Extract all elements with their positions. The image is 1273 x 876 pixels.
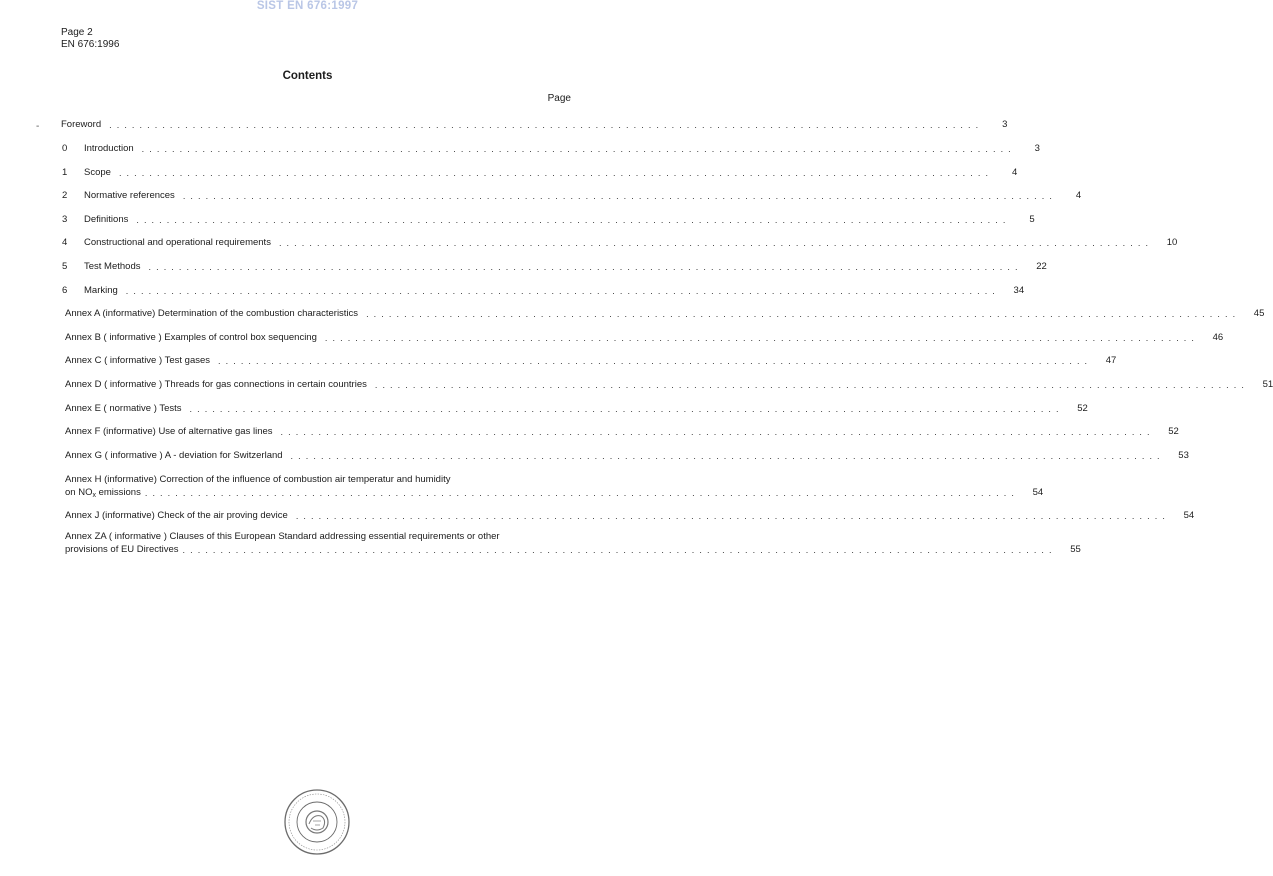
- toc-entry-page: 53: [1178, 450, 1189, 461]
- toc-entry-label-line2: [65, 486, 1044, 499]
- toc-entry-label: Annex F (informative) Use of alternative gas lines: [65, 426, 273, 437]
- subscript: x: [92, 492, 96, 499]
- toc-entry-annex-h: [65, 473, 1044, 499]
- toc-entry-title: Definitions: [84, 214, 129, 225]
- toc-entry-page: 54: [1032, 487, 1044, 498]
- toc-leader: . . . . . . . . . . . . . . . . . . . . . . . . . . . . . . . . . . . . . . . . . . . . . . . . . . . . . . . . . . . . . . . . . . . . . . . . . . . . . . . . . . . . . . . . . . . . . . . . . . . . . . . . . . . . . . . . . . .: [374, 380, 1246, 390]
- toc-entry-page: 3: [1002, 119, 1008, 130]
- toc-entry-label: [62, 285, 118, 297]
- toc-entry-number: 5: [62, 261, 68, 272]
- toc-entry-page: 4: [1011, 167, 1018, 178]
- toc-entry-label: [62, 167, 111, 179]
- toc-entry-label-continued: [65, 486, 141, 499]
- toc-entry-foreword: [61, 117, 1008, 131]
- toc-entry-page: 46: [1212, 332, 1224, 343]
- toc-leader: . . . . . . . . . . . . . . . . . . . . . . . . . . . . . . . . . . . . . . . . . . . . . . . . . . . . . . . . . . . . . . . . . . . . . . . . . . . . . . . . . . . . . . . . . . . . . . . . . . . . . . . . . . . . . . . . . . .: [218, 356, 1089, 366]
- toc-entry-label: Annex C ( informative ) Test gases: [65, 355, 211, 366]
- toc-entry-label: Annex D ( informative ) Threads for gas connections in certain countries: [65, 379, 367, 390]
- toc-entry-page: 47: [1105, 355, 1117, 366]
- toc-entry-label: [62, 214, 128, 226]
- toc-entry-page: 5: [1029, 214, 1035, 225]
- header-page-number: Page 2: [61, 27, 93, 38]
- toc-entry-number: 0: [62, 143, 68, 154]
- toc-entry-number: 6: [62, 285, 68, 296]
- toc-entry-number: 2: [62, 190, 68, 201]
- page-title: Contents: [282, 70, 333, 82]
- toc-entry-annex-f: [65, 424, 1179, 438]
- toc-entry-page: 54: [1183, 510, 1195, 521]
- toc-entry-annex-c: [65, 353, 1117, 367]
- toc-entry-label: [62, 261, 141, 273]
- toc-entry-annex-j: [65, 508, 1195, 522]
- toc-leader: . . . . . . . . . . . . . . . . . . . . . . . . . . . . . . . . . . . . . . . . . . . . . . . . . . . . . . . . . . . . . . . . . . . . . . . . . . . . . . . . . . . . . . . . . . . . . . . . . . . . . . . . . . . . . . . . . . .: [109, 120, 980, 130]
- toc-entry-scope: [62, 165, 1018, 179]
- toc-entry-page: 4: [1075, 190, 1082, 201]
- toc-leader: . . . . . . . . . . . . . . . . . . . . . . . . . . . . . . . . . . . . . . . . . . . . . . . . . . . . . . . . . . . . . . . . . . . . . . . . . . . . . . . . . . . . . . . . . . . . . . . . . . . . . . . . . . . . . . . . . . .: [366, 309, 1237, 319]
- toc-entry-page: 3: [1034, 143, 1040, 154]
- toc-entry-page: 45: [1253, 308, 1265, 319]
- toc-entry-annex-g: [65, 448, 1189, 462]
- toc-entry-text-post: emissions: [95, 487, 141, 498]
- toc-entry-label: Annex J (informative) Check of the air proving device: [65, 510, 288, 521]
- toc-leader: . . . . . . . . . . . . . . . . . . . . . . . . . . . . . . . . . . . . . . . . . . . . . . . . . . . . . . . . . . . . . . . . . . . . . . . . . . . . . . . . . . . . . . . . . . . . . . . . . . . . . . . . . . . . . . . . . . .: [136, 215, 1007, 225]
- toc-leader: . . . . . . . . . . . . . . . . . . . . . . . . . . . . . . . . . . . . . . . . . . . . . . . . . . . . . . . . . . . . . . . . . . . . . . . . . . . . . . . . . . . . . . . . . . . . . . . . . . . . . . . . . . . . . . . . . . .: [118, 168, 990, 178]
- toc-entry-label: [62, 190, 175, 202]
- toc-entry-title: Scope: [84, 167, 111, 178]
- toc-entry-annex-e: [65, 401, 1088, 415]
- toc-entry-title: Constructional and operational requirements: [84, 237, 271, 248]
- official-seal-icon: [283, 788, 351, 856]
- toc-entry-text-pre: on NO: [65, 487, 93, 498]
- toc-entry-label: Annex A (informative) Determination of the combustion characteristics: [65, 308, 359, 319]
- toc-leader: . . . . . . . . . . . . . . . . . . . . . . . . . . . . . . . . . . . . . . . . . . . . . . . . . . . . . . . . . . . . . . . . . . . . . . . . . . . . . . . . . . . . . . . . . . . . . . . . . . . . . . . . . . . . . . . . . . .: [125, 286, 997, 296]
- toc-leader: . . . . . . . . . . . . . . . . . . . . . . . . . . . . . . . . . . . . . . . . . . . . . . . . . . . . . . . . . . . . . . . . . . . . . . . . . . . . . . . . . . . . . . . . . . . . . . . . . . . . . . . . . . . . . . . . . . .: [141, 144, 1012, 154]
- toc-entry-annex-b: [65, 330, 1224, 344]
- toc-entry-label: [62, 143, 134, 155]
- toc-entry-page: 51: [1262, 379, 1273, 390]
- toc-leader: . . . . . . . . . . . . . . . . . . . . . . . . . . . . . . . . . . . . . . . . . . . . . . . . . . . . . . . . . . . . . . . . . . . . . . . . . . . . . . . . . . . . . . . . . . . . . . . . . . . . . . . . . . . . . . . . . . .: [324, 333, 1196, 343]
- header-standard-number: EN 676:1996: [61, 39, 120, 50]
- toc-entry-number: 1: [62, 167, 68, 178]
- toc-entry-label: Annex G ( informative ) A - deviation for Switzerland: [65, 450, 283, 461]
- toc-leader: . . . . . . . . . . . . . . . . . . . . . . . . . . . . . . . . . . . . . . . . . . . . . . . . . . . . . . . . . . . . . . . . . . . . . . . . . . . . . . . . . . . . . . . . . . . . . . . . . . . . . . . . . . . . . . . . . . .: [290, 451, 1161, 461]
- toc-entry-annex-a: [65, 306, 1265, 320]
- toc-entry-number: 3: [62, 214, 68, 225]
- page-column-label: Page: [547, 93, 571, 104]
- toc-entry-annex-d: [65, 377, 1273, 391]
- toc-entry-title: Introduction: [84, 143, 134, 154]
- toc-entry-label-line1: Annex ZA ( informative ) Clauses of this European Standard addressing essential requirements or other: [65, 531, 500, 542]
- toc-leader: . . . . . . . . . . . . . . . . . . . . . . . . . . . . . . . . . . . . . . . . . . . . . . . . . . . . . . . . . . . . . . . . . . . . . . . . . . . . . . . . . . . . . . . . . . . . . . . . . . . . . . . . . . . . . . . . . . .: [189, 404, 1060, 414]
- watermark: SIST EN 676:1997: [256, 0, 359, 12]
- toc-entry-page: 52: [1077, 403, 1088, 414]
- toc-entry-page: 34: [1013, 285, 1025, 296]
- toc-entry-page: 55: [1070, 544, 1081, 555]
- toc-entry-definitions: [62, 212, 1035, 226]
- toc-entry-constructional-requirements: [62, 235, 1178, 249]
- toc-entry-label-line2: [65, 543, 1081, 556]
- toc-entry-title: Normative references: [84, 190, 175, 201]
- toc-entry-label: Annex B ( informative ) Examples of control box sequencing: [65, 332, 317, 343]
- toc-leader: . . . . . . . . . . . . . . . . . . . . . . . . . . . . . . . . . . . . . . . . . . . . . . . . . . . . . . . . . . . . . . . . . . . . . . . . . . . . . . . . . . . . . . . . . . . . . . . . . . . . . . . . . . . . . . . . . . .: [182, 191, 1054, 201]
- toc-leader: . . . . . . . . . . . . . . . . . . . . . . . . . . . . . . . . . . . . . . . . . . . . . . . . . . . . . . . . . . . . . . . . . . . . . . . . . . . . . . . . . . . . . . . . . . . . . . . . . . . . . . . . . . . . . . . . . . .: [295, 511, 1167, 521]
- toc-entry-page: 22: [1036, 261, 1047, 272]
- toc-leader: . . . . . . . . . . . . . . . . . . . . . . . . . . . . . . . . . . . . . . . . . . . . . . . . . . . . . . . . . . . . . . . . . . . . . . . . . . . . . . . . . . . . . . . . . . . . . . . . . . . . . . . . . . . . . . . . . . .: [278, 238, 1150, 248]
- toc-entry-label: [62, 237, 271, 249]
- toc-entry-introduction: [62, 141, 1040, 155]
- toc-leader: . . . . . . . . . . . . . . . . . . . . . . . . . . . . . . . . . . . . . . . . . . . . . . . . . . . . . . . . . . . . . . . . . . . . . . . . . . . . . . . . . . . . . . . . . . . . . . . . . . . . . . . . . . . . . . . . . . .: [280, 427, 1151, 437]
- toc-entry-annex-za: [65, 530, 1081, 556]
- toc-leader: . . . . . . . . . . . . . . . . . . . . . . . . . . . . . . . . . . . . . . . . . . . . . . . . . . . . . . . . . . . . . . . . . . . . . . . . . . . . . . . . . . . . . . . . . . . . . . . . . . . . . . . . . . . . . . . . . . .: [182, 545, 1053, 555]
- toc-entry-label-continued: provisions of EU Directives: [65, 544, 179, 555]
- toc-entry-page: 10: [1166, 237, 1178, 248]
- toc-entry-label: Annex E ( normative ) Tests: [65, 403, 182, 414]
- toc-leader: . . . . . . . . . . . . . . . . . . . . . . . . . . . . . . . . . . . . . . . . . . . . . . . . . . . . . . . . . . . . . . . . . . . . . . . . . . . . . . . . . . . . . . . . . . . . . . . . . . . . . . . . . . . . . . . . . . .: [148, 262, 1019, 272]
- margin-mark: -: [36, 121, 40, 132]
- toc-entry-label: Foreword: [61, 119, 102, 130]
- toc-entry-marking: [62, 283, 1025, 297]
- toc-entry-label-line1: Annex H (informative) Correction of the influence of combustion air temperatur and humidity: [65, 474, 451, 485]
- toc-entry-title: Test Methods: [84, 261, 141, 272]
- toc-entry-page: 52: [1168, 426, 1179, 437]
- toc-entry-number: 4: [62, 237, 68, 248]
- toc-entry-title: Marking: [84, 285, 118, 296]
- toc-entry-test-methods: [62, 259, 1047, 273]
- toc-leader: . . . . . . . . . . . . . . . . . . . . . . . . . . . . . . . . . . . . . . . . . . . . . . . . . . . . . . . . . . . . . . . . . . . . . . . . . . . . . . . . . . . . . . . . . . . . . . . . . . . . . . . . . . . . . . . . . . .: [144, 488, 1016, 498]
- toc-entry-normative-references: [62, 188, 1082, 202]
